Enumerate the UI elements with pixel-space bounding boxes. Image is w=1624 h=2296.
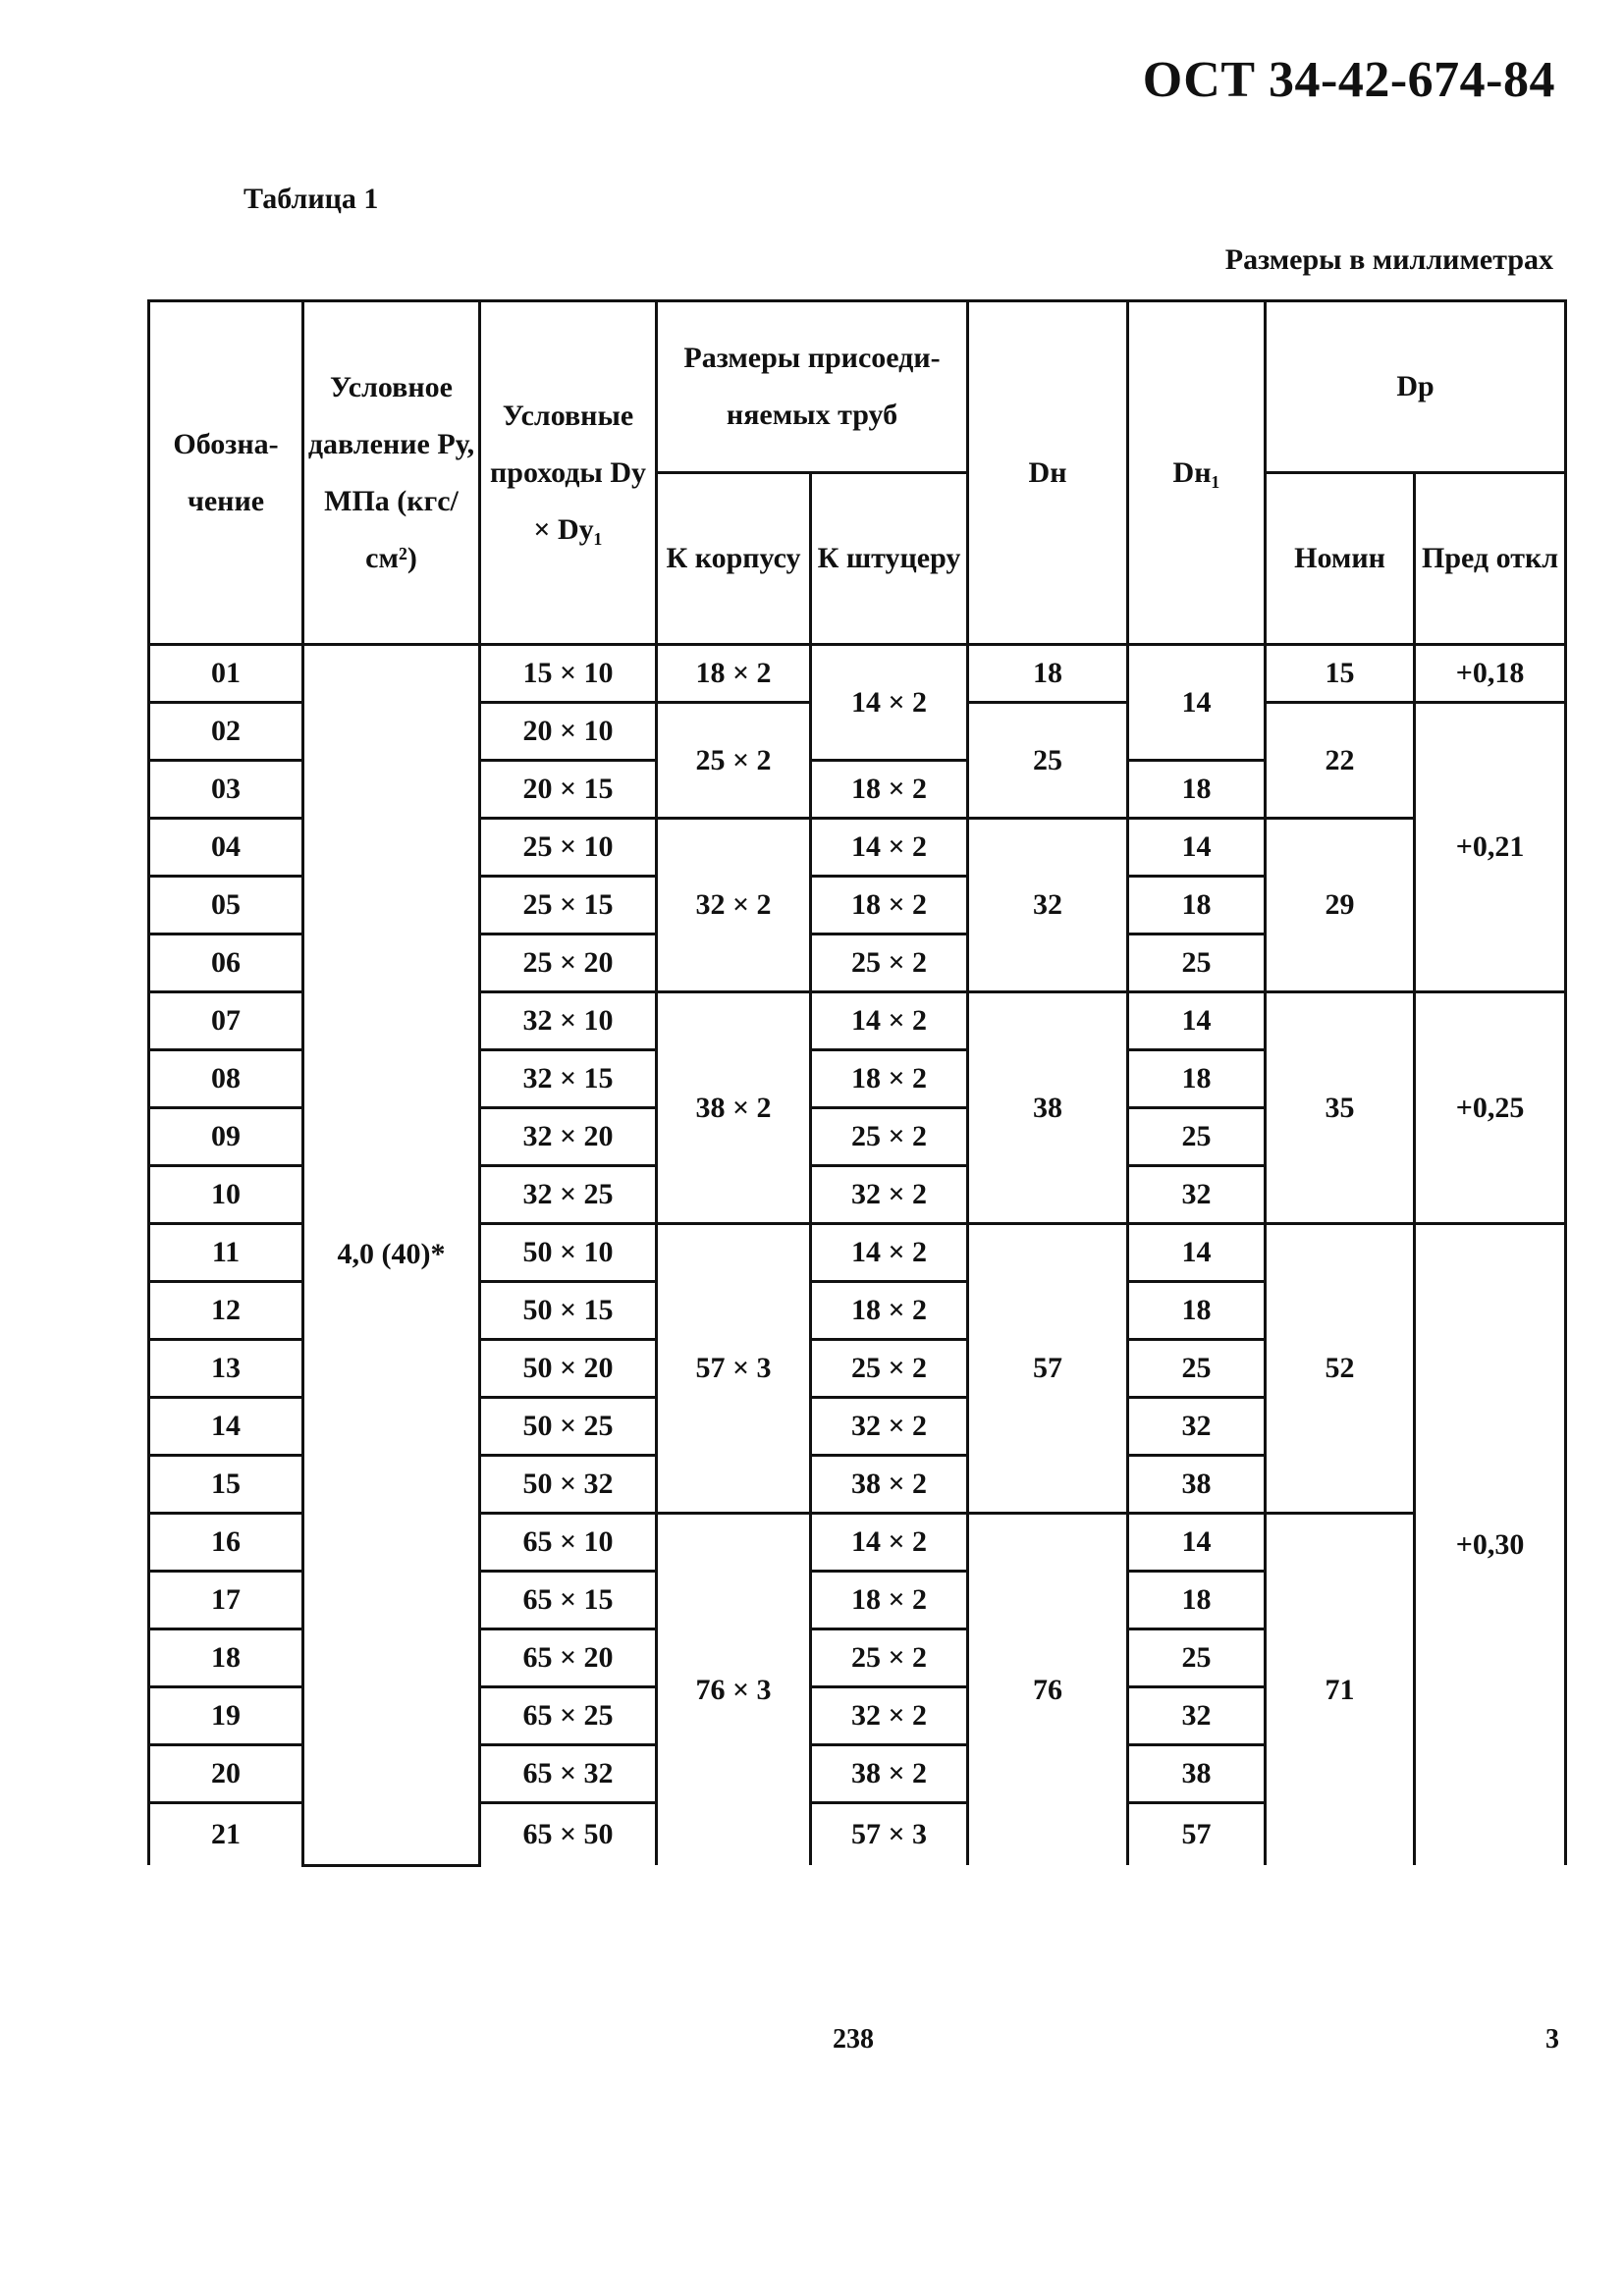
dp-nominal-cell: 29 [1266,819,1415,992]
designation-cell: 21 [149,1803,303,1866]
header-dp-tolerance: Пред откл [1415,473,1566,645]
dn-cell: 18 [968,645,1128,703]
dp-nominal-cell: 52 [1266,1224,1415,1514]
to-fitting-cell: 14 × 2 [811,992,968,1050]
dn1-cell: 14 [1128,992,1266,1050]
dn-cell: 25 [968,703,1128,819]
designation-cell: 17 [149,1572,303,1629]
passage-cell: 65 × 50 [480,1803,657,1866]
to-body-cell: 38 × 2 [657,992,811,1224]
dn1-cell: 18 [1128,1282,1266,1340]
designation-cell: 05 [149,877,303,934]
dn1-cell: 14 [1128,1514,1266,1572]
dn1-cell: 25 [1128,934,1266,992]
designation-cell: 13 [149,1340,303,1398]
passage-cell: 15 × 10 [480,645,657,703]
passage-cell: 20 × 10 [480,703,657,761]
passage-cell: 50 × 32 [480,1456,657,1514]
to-fitting-cell: 32 × 2 [811,1398,968,1456]
passage-cell: 50 × 10 [480,1224,657,1282]
dn1-cell: 14 [1128,1224,1266,1282]
dn1-cell: 32 [1128,1398,1266,1456]
to-fitting-cell: 18 × 2 [811,877,968,934]
to-fitting-cell: 38 × 2 [811,1745,968,1803]
header-passages: Условные проходы Dу × Dу₁ [480,301,657,645]
dp-tolerance-cell: +0,25 [1415,992,1566,1224]
header-dn: Dн [968,301,1128,645]
to-fitting-cell: 18 × 2 [811,1050,968,1108]
to-body-cell: 25 × 2 [657,703,811,819]
passage-cell: 65 × 20 [480,1629,657,1687]
header-to-fitting: К штуцеру [811,473,968,645]
to-fitting-cell: 25 × 2 [811,1340,968,1398]
passage-cell: 65 × 32 [480,1745,657,1803]
passage-cell: 65 × 25 [480,1687,657,1745]
passage-cell: 50 × 20 [480,1340,657,1398]
dn1-cell: 18 [1128,1050,1266,1108]
to-fitting-cell: 25 × 2 [811,1108,968,1166]
designation-cell: 06 [149,934,303,992]
passage-cell: 32 × 15 [480,1050,657,1108]
header-pipe-sizes: Размеры присоеди-няемых труб [657,301,968,473]
passage-cell: 50 × 15 [480,1282,657,1340]
dp-tolerance-cell: +0,21 [1415,703,1566,992]
units-note: Размеры в миллиметрах [1224,243,1553,276]
header-dp: Dр [1266,301,1566,473]
passage-cell: 65 × 15 [480,1572,657,1629]
designation-cell: 09 [149,1108,303,1166]
dp-tolerance-cell: +0,30 [1415,1224,1566,1866]
to-body-cell: 32 × 2 [657,819,811,992]
header-to-body: К корпусу [657,473,811,645]
designation-cell: 14 [149,1398,303,1456]
designation-cell: 07 [149,992,303,1050]
passage-cell: 32 × 10 [480,992,657,1050]
dn1-cell: 57 [1128,1803,1266,1866]
dn1-cell: 18 [1128,877,1266,934]
to-body-cell: 76 × 3 [657,1514,811,1866]
header-pressure: Условное давление Ру, МПа (кгс/см²) [303,301,480,645]
dp-nominal-cell: 15 [1266,645,1415,703]
to-fitting-cell: 32 × 2 [811,1166,968,1224]
dn-cell: 38 [968,992,1128,1224]
to-fitting-cell: 14 × 2 [811,819,968,877]
dp-nominal-cell: 71 [1266,1514,1415,1866]
designation-cell: 11 [149,1224,303,1282]
to-fitting-cell: 18 × 2 [811,1282,968,1340]
page-number: 238 [833,2024,874,2055]
dn1-cell: 38 [1128,1745,1266,1803]
to-fitting-cell: 25 × 2 [811,1629,968,1687]
passage-cell: 20 × 15 [480,761,657,819]
dn1-cell: 32 [1128,1166,1266,1224]
passage-cell: 65 × 10 [480,1514,657,1572]
dn1-cell: 25 [1128,1629,1266,1687]
dp-nominal-cell: 22 [1266,703,1415,819]
designation-cell: 20 [149,1745,303,1803]
dp-nominal-cell: 35 [1266,992,1415,1224]
dn-cell: 32 [968,819,1128,992]
dn1-cell: 14 [1128,645,1266,761]
header-dp-nominal: Номин [1266,473,1415,645]
dn1-cell: 25 [1128,1108,1266,1166]
designation-cell: 01 [149,645,303,703]
designation-cell: 15 [149,1456,303,1514]
dn1-cell: 38 [1128,1456,1266,1514]
passage-cell: 25 × 15 [480,877,657,934]
sheet-number: 3 [1545,2024,1559,2055]
document-code: ОСТ 34-42-674-84 [1142,52,1555,108]
dn-cell: 76 [968,1514,1128,1866]
table-caption: Таблица 1 [244,183,379,215]
to-fitting-cell: 32 × 2 [811,1687,968,1745]
designation-cell: 10 [149,1166,303,1224]
designation-cell: 18 [149,1629,303,1687]
to-fitting-cell: 14 × 2 [811,1514,968,1572]
header-designation: Обозна-чение [149,301,303,645]
to-fitting-cell: 38 × 2 [811,1456,968,1514]
header-dn1: Dн₁ [1128,301,1266,645]
designation-cell: 08 [149,1050,303,1108]
to-fitting-cell: 14 × 2 [811,1224,968,1282]
designation-cell: 02 [149,703,303,761]
to-fitting-cell: 57 × 3 [811,1803,968,1866]
dn1-cell: 32 [1128,1687,1266,1745]
designation-cell: 12 [149,1282,303,1340]
designation-cell: 16 [149,1514,303,1572]
to-body-cell: 18 × 2 [657,645,811,703]
passage-cell: 25 × 10 [480,819,657,877]
dn1-cell: 25 [1128,1340,1266,1398]
designation-cell: 04 [149,819,303,877]
passage-cell: 32 × 20 [480,1108,657,1166]
table-row [149,645,1566,703]
to-fitting-cell: 18 × 2 [811,761,968,819]
passage-cell: 25 × 20 [480,934,657,992]
dp-tolerance-cell: +0,18 [1415,645,1566,703]
to-fitting-cell: 18 × 2 [811,1572,968,1629]
dn-cell: 57 [968,1224,1128,1514]
passage-cell: 50 × 25 [480,1398,657,1456]
to-body-cell: 57 × 3 [657,1224,811,1514]
to-fitting-cell: 14 × 2 [811,645,968,761]
dimensions-table [147,299,1567,1867]
dn1-cell: 18 [1128,761,1266,819]
passage-cell: 32 × 25 [480,1166,657,1224]
designation-cell: 03 [149,761,303,819]
pressure-cell: 4,0 (40)* [303,645,480,1866]
dn1-cell: 14 [1128,819,1266,877]
dn1-cell: 18 [1128,1572,1266,1629]
designation-cell: 19 [149,1687,303,1745]
to-fitting-cell: 25 × 2 [811,934,968,992]
